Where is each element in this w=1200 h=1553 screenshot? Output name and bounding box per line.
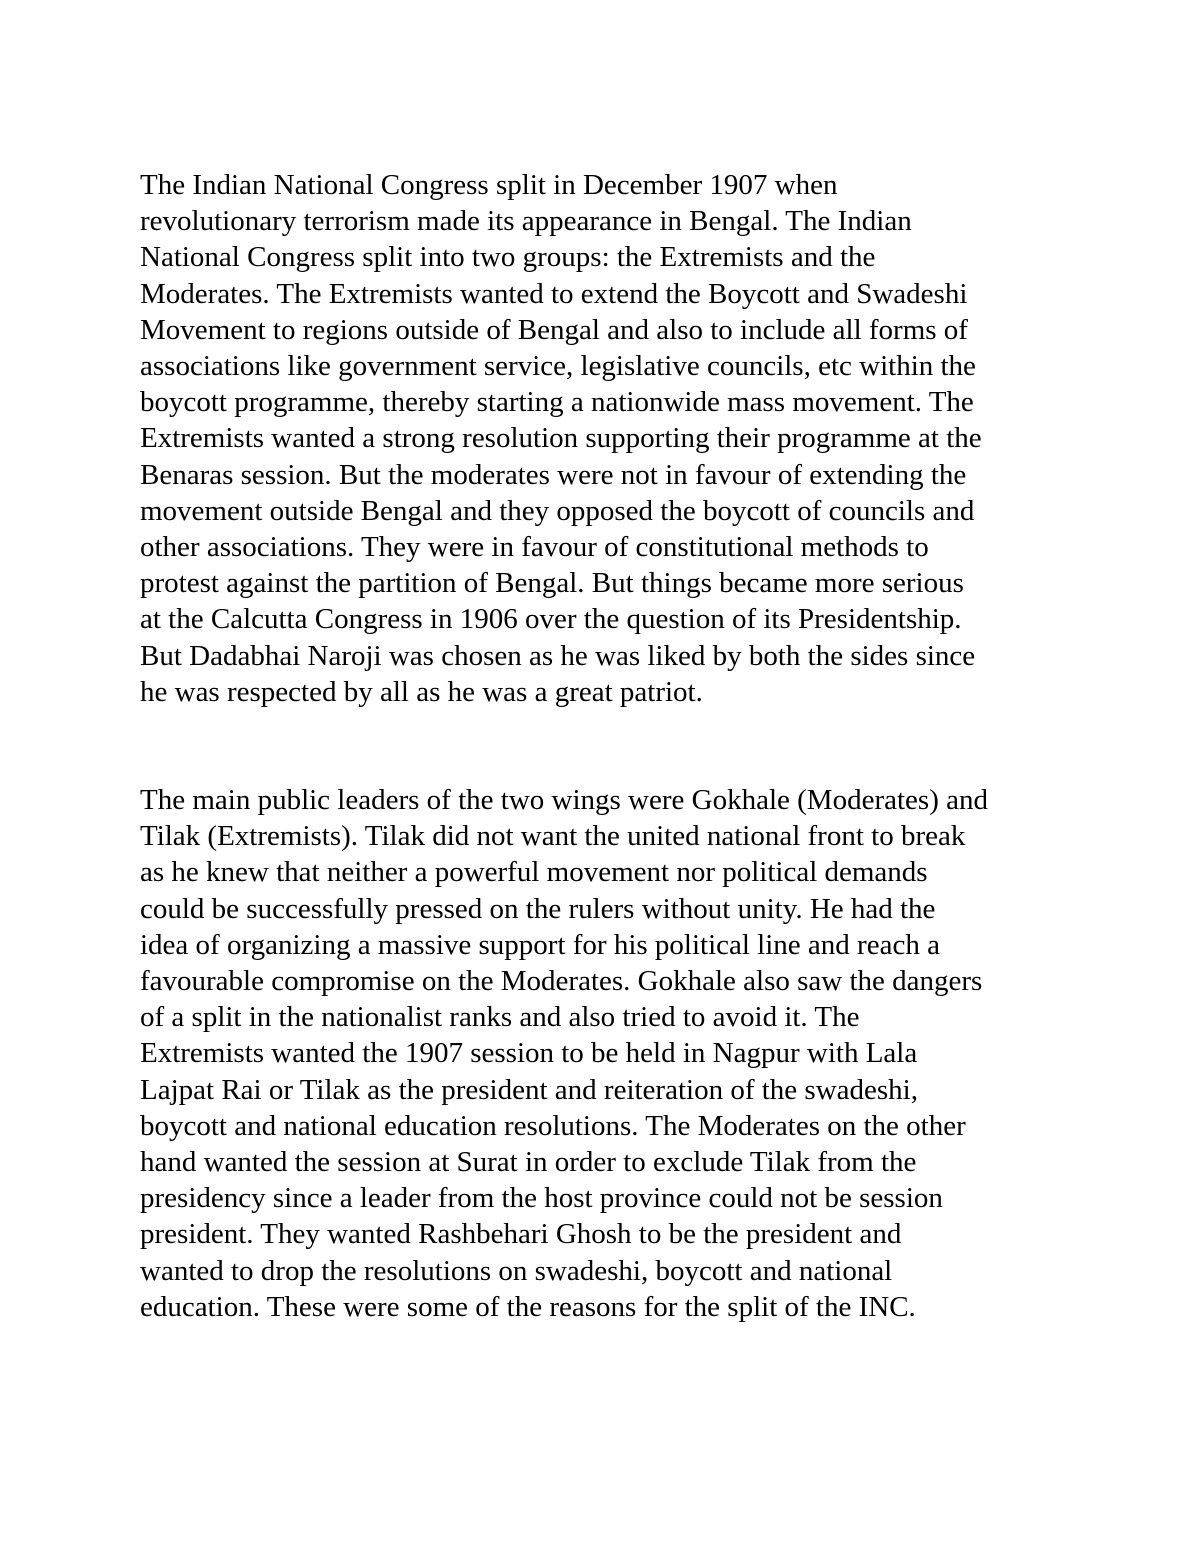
text-line: could be successfully pressed on the rulers without unity. He had the [140,892,936,925]
text-line: he was respected by all as he was a great patriot. [140,675,703,708]
text-line: boycott and national education resolutions. The Moderates on the other [140,1109,966,1142]
text-line: hand wanted the session at Surat in order to exclude Tilak from the [140,1146,917,1179]
text-line: Extremists wanted the 1907 session to be held in Nagpur with Lala [140,1037,918,1070]
text-line: at the Calcutta Congress in 1906 over the question of its Presidentship. [140,603,962,636]
text-line: of a split in the nationalist ranks and also tried to avoid it. The [140,1001,860,1034]
paragraph-1 [140,167,982,710]
text-line: presidency since a leader from the host province could not be session [140,1182,943,1215]
paragraph-2 [140,782,988,1325]
text-line: The Indian National Congress split in December 1907 when [140,169,838,201]
text-line: revolutionary terrorism made its appearance in Bengal. The Indian [140,205,912,238]
text-line: Lajpat Rai or Tilak as the president and reiteration of the swadeshi, [140,1073,918,1106]
text-line: other associations. They were in favour of constitutional methods to [140,531,929,564]
text-line: movement outside Bengal and they opposed the boycott of councils and [140,494,975,527]
text-line: president. They wanted Rashbehari Ghosh to be the president and [140,1218,902,1251]
text-line: Movement to regions outside of Bengal and also to include all forms of [140,313,968,346]
text-line: The main public leaders of the two wings were Gokhale (Moderates) and [140,784,988,816]
text-line: Extremists wanted a strong resolution supporting their programme at the [140,422,982,455]
text-line: as he knew that neither a powerful movement nor political demands [140,856,928,889]
text-line: National Congress split into two groups: the Extremists and the [140,241,876,274]
text-line: Tilak (Extremists). Tilak did not want the united national front to break [140,820,966,853]
text-line: Benaras session. But the moderates were not in favour of extending the [140,458,967,491]
text-line: associations like government service, legislative councils, etc within the [140,350,976,383]
text-line: boycott programme, thereby starting a nationwide mass movement. The [140,386,974,419]
text-line: wanted to drop the resolutions on swadeshi, boycott and national [140,1254,893,1287]
text-line: idea of organizing a massive support for his political line and reach a [140,928,940,961]
text-line: protest against the partition of Bengal. But things became more serious [140,567,964,600]
text-line: But Dadabhai Naroji was chosen as he was liked by both the sides since [140,639,976,672]
text-line: Moderates. The Extremists wanted to extend the Boycott and Swadeshi [140,277,968,310]
text-line: favourable compromise on the Moderates. Gokhale also saw the dangers [140,965,983,998]
text-line: education. These were some of the reasons for the split of the INC. [140,1290,916,1323]
